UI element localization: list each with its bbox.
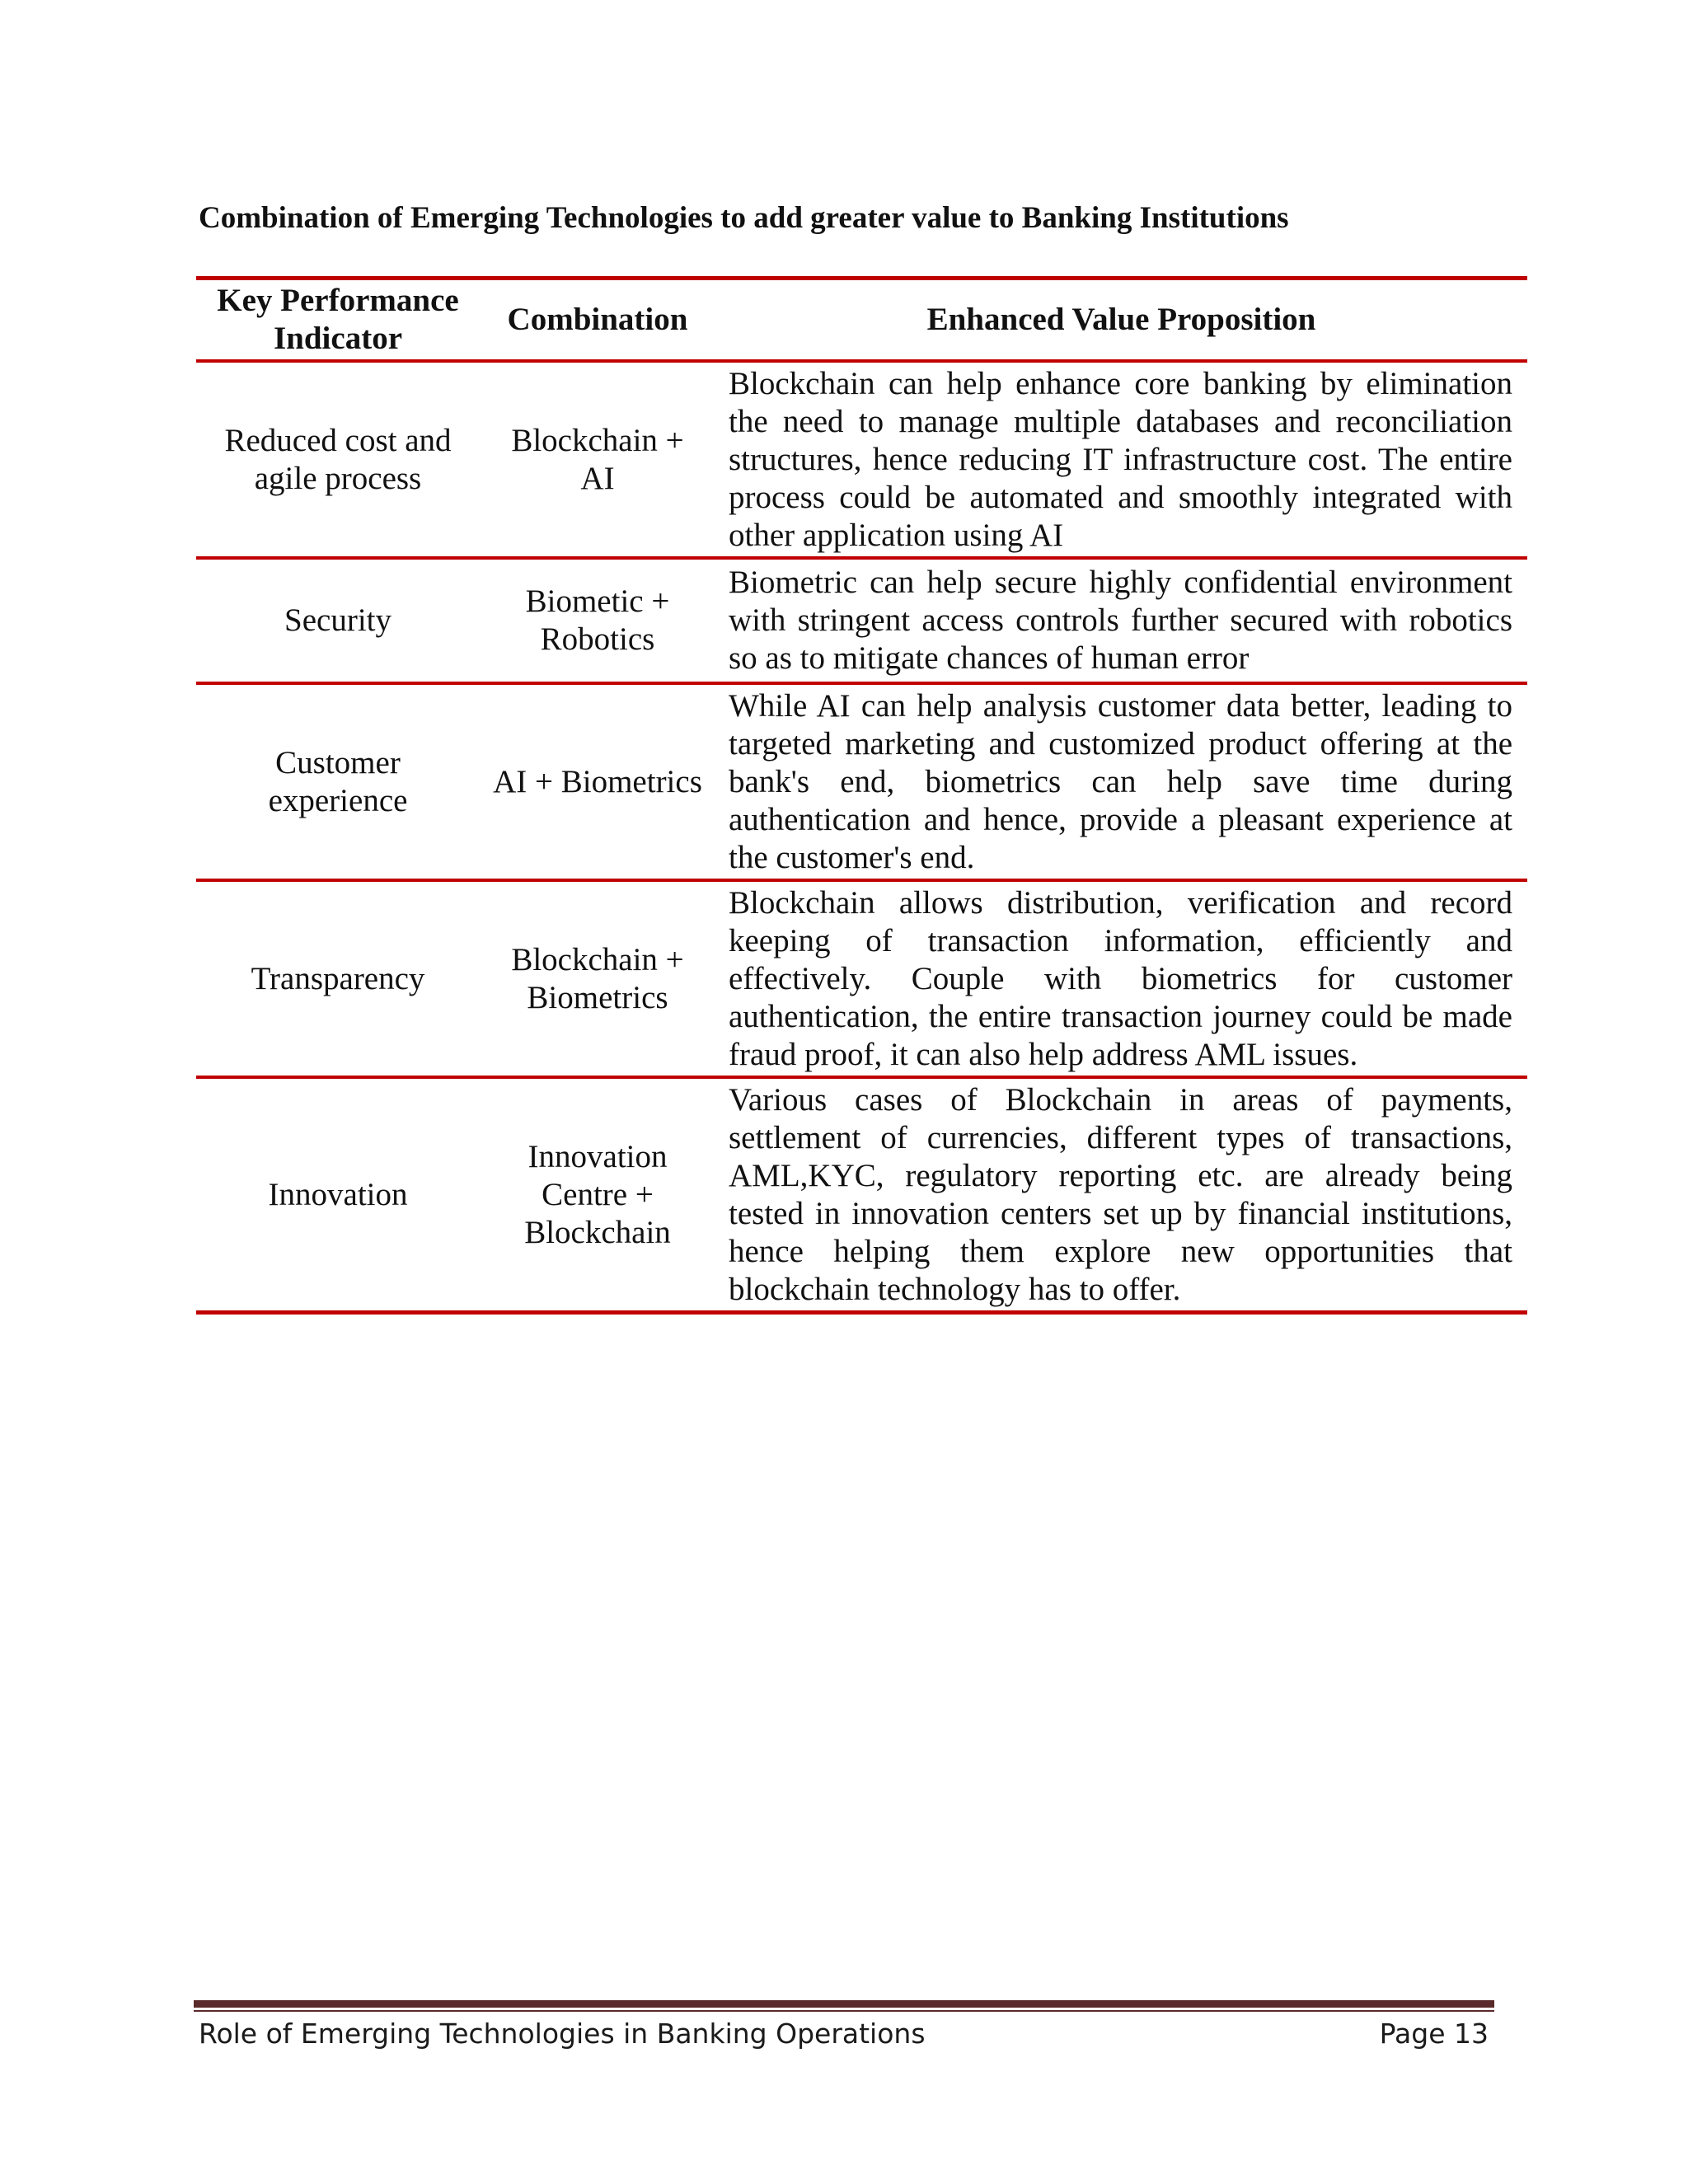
- header-value-proposition: Enhanced Value Proposition: [715, 279, 1527, 362]
- kpi-cell: Reduced cost and agile process: [196, 361, 480, 558]
- value-proposition-cell: While AI can help analysis customer data better, leading to targeted marketing and customized product offering at the bank's end, biometrics can help save time during authentication and hence, provide a pleasant experience at the customer's end.: [715, 683, 1527, 880]
- value-proposition-cell: Blockchain allows distribution, verification and record keeping of transaction information, efficiently and effectively. Couple with biometrics for customer authentication, the entire transaction journey could be made fraud proof, it can also help address AML issues.: [715, 880, 1527, 1077]
- value-proposition-cell: Blockchain can help enhance core banking by elimination the need to manage multiple databases and reconciliation structures, hence reducing IT infrastructure cost. The entire process could be automated and smoothly integrated with other application using AI: [715, 361, 1527, 558]
- table-row: [196, 880, 1527, 1077]
- combination-cell: Blockchain + Biometrics: [480, 880, 715, 1077]
- value-proposition-cell: Various cases of Blockchain in areas of payments, settlement of currencies, different types of transactions, AML,KYC, regulatory reporting etc. are already being tested in innovation centers set up by financial institutions, hence helping them explore new opportunities that blockchain technology has to offer.: [715, 1077, 1527, 1313]
- kpi-cell: Transparency: [196, 880, 480, 1077]
- table-row: [196, 1077, 1527, 1313]
- table-row: [196, 683, 1527, 880]
- combination-cell: AI + Biometrics: [480, 683, 715, 880]
- kpi-cell: Customer experience: [196, 683, 480, 880]
- combination-cell: Innovation Centre + Blockchain: [480, 1077, 715, 1313]
- page-title: Combination of Emerging Technologies to add greater value to Banking Institutions: [199, 201, 1289, 235]
- header-kpi: Key Performance Indicator: [196, 279, 480, 362]
- table-header-row: [196, 279, 1527, 362]
- footer-page-number: Page 13: [1379, 2018, 1489, 2050]
- kpi-cell: Innovation: [196, 1077, 480, 1313]
- footer-divider: [194, 2000, 1494, 2008]
- footer-document-name: Role of Emerging Technologies in Banking Operations: [199, 2018, 926, 2050]
- footer-divider-thin: [194, 2010, 1494, 2012]
- header-combination: Combination: [480, 279, 715, 362]
- kpi-table: [196, 276, 1527, 1315]
- table-row: [196, 558, 1527, 683]
- table-body: [196, 361, 1527, 1313]
- table-header: [196, 279, 1527, 362]
- combination-cell: Blockchain + AI: [480, 361, 715, 558]
- value-proposition-cell: Biometric can help secure highly confidential environment with stringent access controls further secured with robotics so as to mitigate chances of human error: [715, 558, 1527, 683]
- combination-cell: Biometic + Robotics: [480, 558, 715, 683]
- table-row: [196, 361, 1527, 558]
- kpi-cell: Security: [196, 558, 480, 683]
